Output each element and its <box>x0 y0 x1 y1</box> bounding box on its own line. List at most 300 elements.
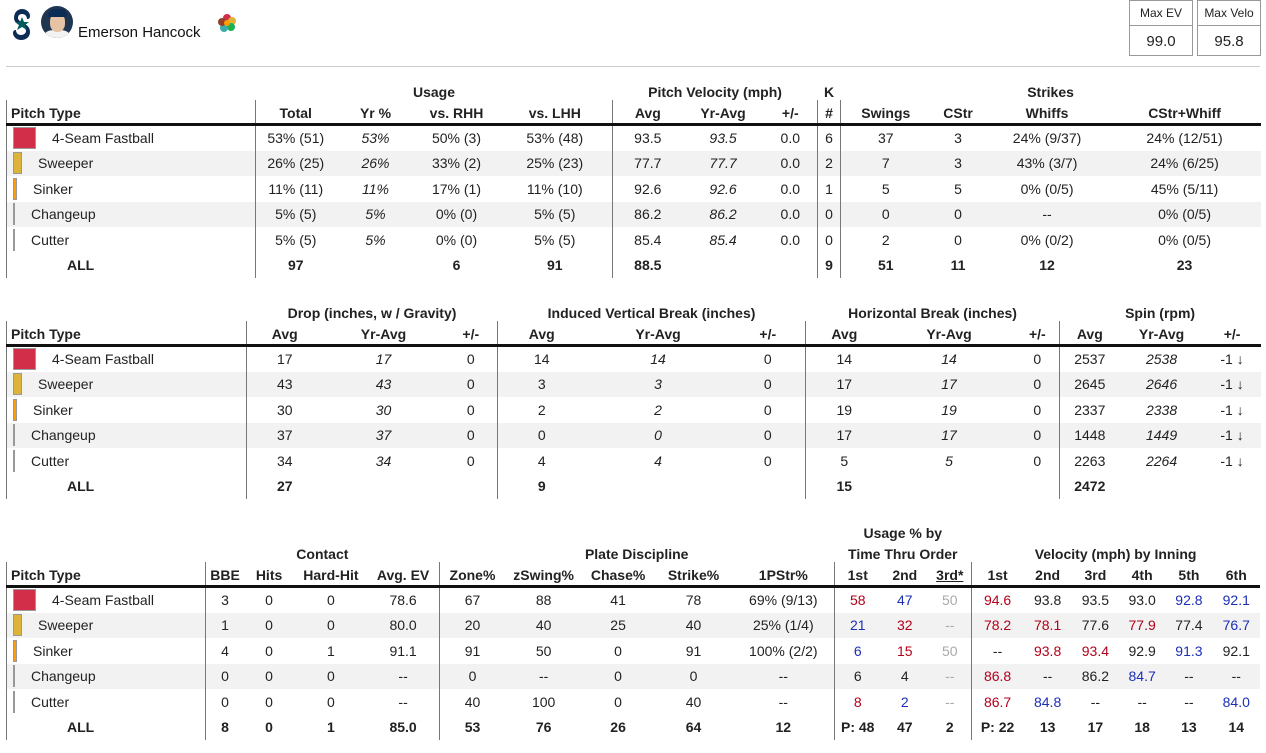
cell-strike: 78 <box>685 592 702 608</box>
cell-vs-rhh: 33% (2) <box>416 151 498 177</box>
col-header-6th-18[interactable]: 6th <box>1213 562 1260 586</box>
all-total: 97 <box>287 257 304 274</box>
pitch-name: 4-Seam Fastball <box>52 592 154 608</box>
cell-3rd: 50 <box>929 638 971 664</box>
pitch-type-cell[interactable] <box>7 689 206 715</box>
cell-5th: 77.4 <box>1165 613 1212 639</box>
cell-vs-rhh: 17% (1) <box>431 180 482 197</box>
col-header-avg-4[interactable]: Avg <box>498 321 586 345</box>
cell-: 0.0 <box>764 151 818 177</box>
cell-vs-rhh: 50% (3) <box>431 130 482 146</box>
cell-2nd: 93.8 <box>1033 592 1062 608</box>
cell-chase: 0 <box>614 642 622 659</box>
pitch-type[interactable] <box>11 126 251 151</box>
table-row[interactable] <box>7 448 1261 474</box>
table-row-all[interactable] <box>7 474 1261 500</box>
cell-: -1 ↓ <box>1204 423 1261 449</box>
pitch-type[interactable] <box>11 613 201 638</box>
pitch-type[interactable] <box>11 638 201 663</box>
all- <box>731 474 806 500</box>
table-row[interactable] <box>7 124 1261 151</box>
cell-: 0.0 <box>764 227 818 253</box>
pitch-type-cell[interactable] <box>7 613 206 639</box>
pitch-type-cell[interactable] <box>7 586 206 613</box>
cell-avg-ev: 91.1 <box>368 638 439 664</box>
player-avatar[interactable] <box>41 6 73 38</box>
cell-strike: 40 <box>685 693 702 710</box>
all-4th: 18 <box>1134 719 1150 736</box>
table-row[interactable] <box>7 613 1261 639</box>
cell-: -1 ↓ <box>1204 372 1261 398</box>
pitch-name: 4-Seam Fastball <box>52 351 154 367</box>
group-tto-line1: Usage % by <box>863 525 943 541</box>
all-yr-avg <box>323 474 445 500</box>
max-ev-box <box>1129 0 1193 56</box>
usage-swatch <box>13 665 15 687</box>
cell-cstr: 0 <box>931 202 986 228</box>
cell-yr-avg: 2 <box>654 401 662 418</box>
cell-3rd: -- <box>929 613 971 639</box>
all-avg: 2472 <box>1074 478 1106 495</box>
cell-whiffs: 24% (9/37) <box>1012 130 1082 146</box>
cell-1pstr: 69% (9/13) <box>733 586 835 613</box>
cell-1st: 6 <box>834 664 880 690</box>
all- <box>1016 474 1060 500</box>
cell-1st: 78.2 <box>971 613 1023 639</box>
table-row[interactable] <box>7 689 1261 715</box>
cell-zone: 40 <box>464 693 481 710</box>
col-header--7[interactable]: +/- <box>764 100 818 124</box>
cell-yr: 26% <box>336 151 416 177</box>
cell-: 0 <box>731 448 806 474</box>
all-yr <box>336 253 416 279</box>
cell-1st: 86.7 <box>983 693 1012 710</box>
cell-total: 26% (25) <box>256 151 336 177</box>
pitch-type[interactable] <box>11 227 251 252</box>
cell-: 0 <box>818 227 841 253</box>
col-header--8[interactable]: # <box>818 100 841 124</box>
pitch-mix-flower-icon[interactable] <box>217 13 237 33</box>
cell-: 6 <box>818 124 841 151</box>
cell-avg: 86.2 <box>613 202 683 228</box>
pitch-type-cell[interactable] <box>7 397 247 423</box>
group-horizontal-break: Horizontal Break (inches) <box>848 305 1017 321</box>
cell-: 0 <box>445 397 498 423</box>
group-k: K <box>823 84 835 100</box>
cell-hits: 0 <box>244 613 294 639</box>
col-header-vs-lhh-4[interactable]: vs. LHH <box>498 100 613 124</box>
cell-: 0 <box>445 448 498 474</box>
col-header--9[interactable]: +/- <box>1016 321 1060 345</box>
all-1st: P: 48 <box>841 719 875 736</box>
cell-cstr-whiff: 0% (0/5) <box>1158 231 1212 248</box>
all-swings: 51 <box>878 257 894 274</box>
cell-yr-avg: 77.7 <box>683 151 764 177</box>
cell-hard-hit: 1 <box>327 642 335 659</box>
cell-1st: 21 <box>834 613 880 639</box>
cell-: 0.0 <box>764 124 818 151</box>
cell-1st: 86.8 <box>971 664 1023 690</box>
cell-: -1 ↓ <box>1220 401 1244 418</box>
col-header-2nd-11[interactable]: 2nd <box>881 562 929 586</box>
cell-: 2 <box>818 151 841 177</box>
cell-4th: -- <box>1137 693 1147 710</box>
pitch-name: Sweeper <box>38 376 94 393</box>
cell-: 0 <box>1016 372 1060 398</box>
cell-yr: 11% <box>362 180 389 197</box>
group-contact: Contact <box>296 546 349 562</box>
pitch-type-cell[interactable] <box>7 345 247 372</box>
player-header <box>0 0 1266 66</box>
cell-: 0 <box>818 202 841 228</box>
cell-swings: 2 <box>881 231 890 248</box>
table-row[interactable] <box>7 664 1261 690</box>
all- <box>445 474 498 500</box>
cell-yr-avg: 3 <box>586 372 731 398</box>
cell-zone: 91 <box>464 642 481 659</box>
col-header-1st-10[interactable]: 1st <box>834 562 880 586</box>
cell-2nd: 93.8 <box>1033 642 1062 659</box>
cell-avg: 93.5 <box>634 130 662 146</box>
cell-avg: 17 <box>806 423 883 449</box>
pitch-name: Sweeper <box>38 155 94 172</box>
cell-vs-lhh: 25% (23) <box>498 151 613 177</box>
all- <box>1204 474 1261 500</box>
pitch-type[interactable] <box>11 423 242 448</box>
col-header-strike-8[interactable]: Strike% <box>654 562 732 586</box>
all-2nd: 13 <box>1039 719 1056 736</box>
cell-avg-ev: 80.0 <box>368 613 439 639</box>
pitch-type-cell[interactable] <box>7 176 256 202</box>
table-row[interactable] <box>7 372 1261 398</box>
col-header-hard-hit-3[interactable]: Hard-Hit <box>294 562 367 586</box>
cell-1pstr: -- <box>733 664 835 690</box>
all-3rd: 17 <box>1087 719 1104 736</box>
cell-2nd: 4 <box>881 664 929 690</box>
all-vs-rhh: 6 <box>452 257 461 274</box>
col-header-5th-17[interactable]: 5th <box>1165 562 1212 586</box>
all-: 9 <box>818 253 841 279</box>
cell-6th: 92.1 <box>1222 592 1250 608</box>
cell-yr-avg: 1449 <box>1120 423 1204 449</box>
cell-zswing: 100 <box>531 693 556 710</box>
cell-4th: 77.9 <box>1119 613 1165 639</box>
table-row[interactable] <box>7 397 1261 423</box>
all-strike: 64 <box>685 719 702 736</box>
cell-yr-avg: 0 <box>586 423 731 449</box>
col-header-zswing-6[interactable]: zSwing% <box>505 562 581 586</box>
all-yr-avg <box>586 474 731 500</box>
pitch-type[interactable] <box>11 347 242 372</box>
table-row[interactable] <box>7 176 1261 202</box>
col-header-avg-1[interactable]: Avg <box>247 321 323 345</box>
cell-: -1 ↓ <box>1220 452 1244 469</box>
cell-bbe: 0 <box>221 693 229 710</box>
pitch-type-cell[interactable] <box>7 664 206 690</box>
col-header-whiffs-11[interactable]: Whiffs <box>986 100 1109 124</box>
cell-2nd: 2 <box>900 693 909 710</box>
cell-1st: 6 <box>853 642 862 659</box>
cell-whiffs: -- <box>986 202 1109 228</box>
pitch-type-cell[interactable] <box>7 423 247 449</box>
cell-: 0 <box>731 345 806 372</box>
cell-1st: 8 <box>853 693 862 710</box>
cell-avg-ev: -- <box>368 689 439 715</box>
col-header-bbe-1[interactable]: BBE <box>206 562 244 586</box>
pitch-type[interactable] <box>11 372 242 397</box>
cell-3rd: 50 <box>929 586 971 613</box>
col-header-zone-5[interactable]: Zone% <box>439 562 505 586</box>
pitch-type-cell[interactable] <box>7 448 247 474</box>
cell-5th: 92.8 <box>1175 592 1203 608</box>
all-avg-ev: 85.0 <box>368 715 439 741</box>
all-bbe: 8 <box>221 719 229 736</box>
group-plate-discipline: Plate Discipline <box>584 546 689 562</box>
table-row[interactable] <box>7 151 1261 177</box>
all-yr-avg <box>883 474 1016 500</box>
col-header-3rd-12[interactable]: 3rd* <box>929 562 971 586</box>
cell-yr-avg: 14 <box>941 351 957 367</box>
cell-: 0 <box>445 345 498 372</box>
cell-strike: 40 <box>654 613 732 639</box>
col-header-avg-7[interactable]: Avg <box>806 321 883 345</box>
all-zswing: 76 <box>535 719 552 736</box>
col-header-hits-2[interactable]: Hits <box>244 562 294 586</box>
cell-hard-hit: 0 <box>327 693 335 710</box>
cell-avg: 2263 <box>1074 452 1106 469</box>
cell-hits: 0 <box>244 664 294 690</box>
cell-3rd: 93.4 <box>1081 642 1109 659</box>
col-header-1pstr-9[interactable]: 1PStr% <box>733 562 835 586</box>
cell-cstr: 3 <box>931 151 986 177</box>
max-ev-value: 99.0 <box>1146 33 1176 50</box>
col-header-swings-9[interactable]: Swings <box>841 100 931 124</box>
cell-avg: 2645 <box>1060 372 1120 398</box>
table-row[interactable] <box>7 345 1261 372</box>
cell-yr-avg: 17 <box>883 372 1016 398</box>
cell-avg: 4 <box>537 452 546 469</box>
cell-hard-hit: 0 <box>294 613 367 639</box>
cell-2nd: 78.1 <box>1023 613 1071 639</box>
pitch-name: Changeup <box>31 427 96 444</box>
cell-hits: 0 <box>265 693 273 710</box>
cell-yr-avg: 5 <box>945 452 953 469</box>
mariners-logo-icon[interactable] <box>10 8 34 40</box>
pitch-type[interactable] <box>11 448 242 473</box>
max-ev-label: Max EV <box>1130 1 1192 26</box>
cell-bbe: 4 <box>221 642 229 659</box>
all-3rd: 2 <box>929 715 971 741</box>
group-usage: Usage <box>413 84 456 100</box>
cell-vs-lhh: 5% (5) <box>498 227 613 253</box>
cell-total: 53% (51) <box>267 130 325 146</box>
col-header--12[interactable]: +/- <box>1204 321 1261 345</box>
cell-avg: 14 <box>533 351 550 367</box>
cell-swings: 5 <box>881 180 890 197</box>
cell-whiffs: 0% (0/2) <box>1020 231 1074 248</box>
player-name[interactable]: Emerson Hancock <box>78 24 201 41</box>
table-row[interactable] <box>7 227 1261 253</box>
cell-cstr-whiff: 24% (6/25) <box>1109 151 1261 177</box>
pitch-type[interactable] <box>11 588 201 613</box>
pitch-type-cell[interactable] <box>7 227 256 253</box>
pitch-type-cell[interactable] <box>7 202 256 228</box>
cell-cstr-whiff: 45% (5/11) <box>1150 180 1219 197</box>
cell-zswing: 40 <box>505 613 581 639</box>
col-header-pitch-type-0[interactable]: Pitch Type <box>7 562 206 586</box>
col-header-avg-5[interactable]: Avg <box>613 100 683 124</box>
all-label: ALL <box>7 474 247 500</box>
cell-hard-hit: 0 <box>294 664 367 690</box>
usage-swatch <box>13 373 22 395</box>
cell-avg: 3 <box>498 372 586 398</box>
cell-vs-lhh: 11% (10) <box>498 176 613 202</box>
group-spin: Spin (rpm) <box>1125 305 1196 321</box>
all-hard-hit: 1 <box>327 719 335 736</box>
group-drop: Drop (inches, w / Gravity) <box>287 305 457 321</box>
pitch-type[interactable] <box>11 202 251 227</box>
cell-: 0 <box>731 372 806 398</box>
usage-swatch <box>13 203 15 225</box>
group-velocity-by-inning: Velocity (mph) by Inning <box>1034 546 1197 562</box>
cell-2nd: 47 <box>896 592 913 608</box>
col-header-yr-avg-6[interactable]: Yr-Avg <box>683 100 764 124</box>
col-header-3rd-15[interactable]: 3rd <box>1072 562 1119 586</box>
cell-avg: 2337 <box>1074 401 1106 418</box>
all-6th: 14 <box>1228 719 1245 736</box>
all-cstr-whiff: 23 <box>1176 257 1193 274</box>
cell-whiffs: 0% (0/5) <box>1020 180 1074 197</box>
col-header-yr-avg-11[interactable]: Yr-Avg <box>1120 321 1204 345</box>
usage-velocity-table <box>6 78 1261 278</box>
usage-swatch <box>13 640 17 662</box>
col-header-vs-rhh-3[interactable]: vs. RHH <box>416 100 498 124</box>
table-row-all[interactable] <box>7 253 1261 279</box>
all-cstr: 11 <box>950 257 966 274</box>
pitch-name: Changeup <box>31 206 96 223</box>
pitch-type[interactable] <box>11 151 251 176</box>
col-header-total-1[interactable]: Total <box>256 100 336 124</box>
cell-strike: 91 <box>685 642 702 659</box>
pitch-name: Cutter <box>31 693 70 710</box>
cell-yr-avg: 37 <box>323 423 445 449</box>
cell-total: 5% (5) <box>275 231 317 248</box>
cell-zone: 20 <box>439 613 505 639</box>
cell-: 0 <box>731 423 806 449</box>
col-header--6[interactable]: +/- <box>731 321 806 345</box>
cell-swings: 7 <box>841 151 931 177</box>
cell-: 1 <box>818 176 841 202</box>
cell-: 0 <box>1016 448 1060 474</box>
cell-swings: 0 <box>841 202 931 228</box>
cell-avg: 30 <box>276 401 293 418</box>
pitch-type[interactable] <box>11 664 201 689</box>
col-header-cstr-whiff-12[interactable]: CStr+Whiff <box>1109 100 1261 124</box>
cell-bbe: 1 <box>206 613 244 639</box>
contact-discipline-table <box>6 520 1260 740</box>
pitch-name: Cutter <box>31 452 70 469</box>
cell-6th: 84.0 <box>1222 693 1250 710</box>
table-row[interactable] <box>7 423 1261 449</box>
pitch-type[interactable] <box>11 397 242 422</box>
cell-4th: 93.0 <box>1128 592 1156 608</box>
pitch-name: Sinker <box>33 180 73 197</box>
col-header-pitch-type-0[interactable]: Pitch Type <box>7 100 256 124</box>
col-header-chase-7[interactable]: Chase% <box>582 562 654 586</box>
col-header-yr-avg-8[interactable]: Yr-Avg <box>883 321 1016 345</box>
pitch-type-cell[interactable] <box>7 372 247 398</box>
cell-4th: 84.7 <box>1119 664 1165 690</box>
cell-: 0 <box>1016 423 1060 449</box>
usage-swatch <box>13 691 15 713</box>
max-velo-label: Max Velo <box>1198 1 1260 26</box>
cell-chase: 0 <box>614 693 622 710</box>
pitch-name: Changeup <box>31 668 96 685</box>
group-tto-line2: Time Thru Order <box>848 546 958 562</box>
table-row[interactable] <box>7 586 1261 613</box>
cell-cstr-whiff: 0% (0/5) <box>1109 202 1261 228</box>
cell-cstr: 3 <box>954 130 962 146</box>
group-strikes: Strikes <box>1027 84 1074 100</box>
pitch-type[interactable] <box>11 176 251 201</box>
cell-3rd: 93.5 <box>1081 592 1109 608</box>
col-header-2nd-14[interactable]: 2nd <box>1023 562 1071 586</box>
cell-whiffs: 43% (3/7) <box>986 151 1109 177</box>
all-2nd: 47 <box>896 719 913 736</box>
cell-3rd: -- <box>929 689 971 715</box>
movement-spin-table <box>6 299 1261 499</box>
col-header-yr-avg-2[interactable]: Yr-Avg <box>323 321 445 345</box>
table-row[interactable] <box>7 638 1261 664</box>
all-1st: P: 22 <box>980 719 1015 736</box>
cell-: 0 <box>445 423 498 449</box>
cell-1st: 58 <box>849 592 866 608</box>
col-header-yr-2[interactable]: Yr % <box>336 100 416 124</box>
pitch-type[interactable] <box>11 689 201 714</box>
col-header--3[interactable]: +/- <box>445 321 498 345</box>
pitch-type-cell[interactable] <box>7 124 256 151</box>
col-header-cstr-10[interactable]: CStr <box>931 100 986 124</box>
cell-yr-avg: 34 <box>375 452 392 469</box>
table-row[interactable] <box>7 202 1261 228</box>
all-avg: 88.5 <box>634 257 662 274</box>
col-header-avg-10[interactable]: Avg <box>1060 321 1120 345</box>
all-label: ALL <box>7 253 256 279</box>
col-header-pitch-type-0[interactable]: Pitch Type <box>7 321 247 345</box>
all- <box>764 253 818 279</box>
col-header-4th-16[interactable]: 4th <box>1119 562 1165 586</box>
usage-swatch <box>13 178 17 200</box>
col-header-1st-13[interactable]: 1st <box>971 562 1023 586</box>
col-header-yr-avg-5[interactable]: Yr-Avg <box>586 321 731 345</box>
cell-avg: 2537 <box>1074 351 1106 367</box>
all-avg: 15 <box>836 478 853 495</box>
cell-yr-avg: 2646 <box>1120 372 1204 398</box>
col-header-avg-ev-4[interactable]: Avg. EV <box>368 562 439 586</box>
pitch-type-cell[interactable] <box>7 638 206 664</box>
cell-3rd: -- <box>1090 693 1101 710</box>
cell-avg: 2 <box>537 401 546 418</box>
all-hits: 0 <box>265 719 273 736</box>
cell-strike: 0 <box>654 664 732 690</box>
all-5th: 13 <box>1181 719 1197 736</box>
table-row-all[interactable] <box>7 715 1261 741</box>
all-avg: 9 <box>537 478 546 495</box>
cell-: 0 <box>1016 345 1060 372</box>
usage-swatch <box>13 348 36 370</box>
cell-bbe: 0 <box>206 664 244 690</box>
pitch-type-cell[interactable] <box>7 151 256 177</box>
